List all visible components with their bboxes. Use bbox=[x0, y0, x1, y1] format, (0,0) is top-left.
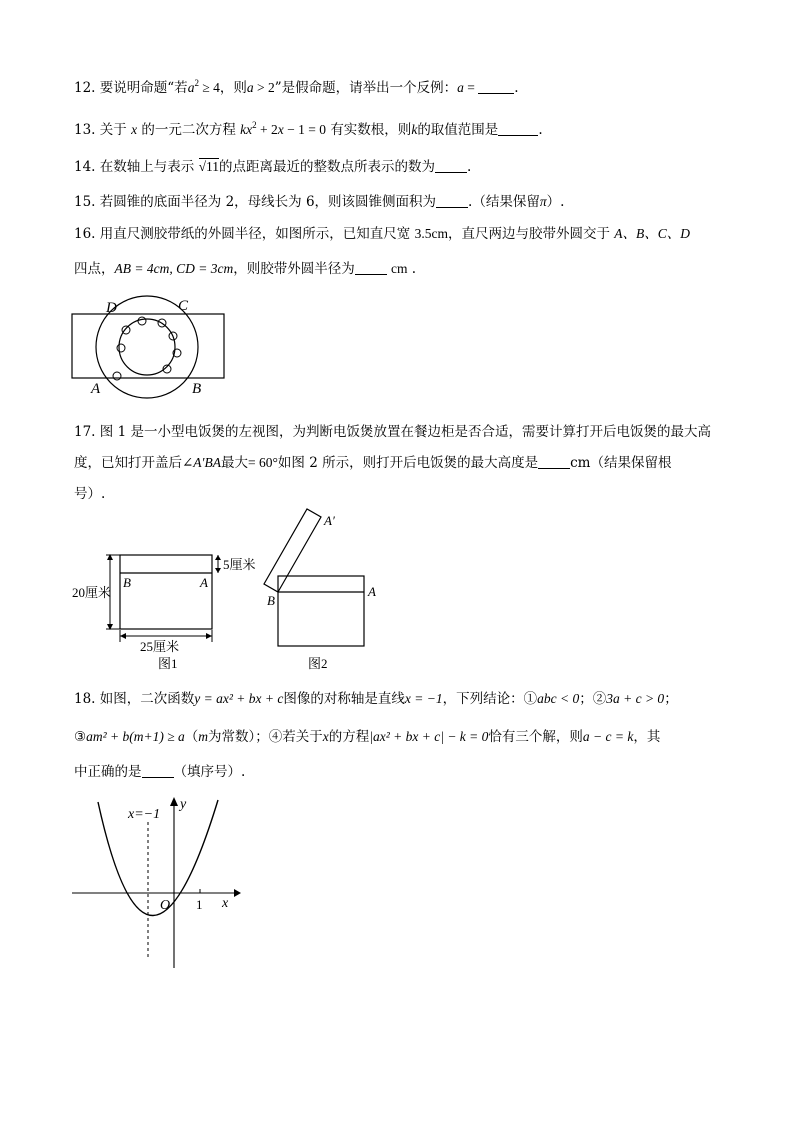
tick-1-label: 1 bbox=[196, 897, 203, 912]
question-16-line2: 四点，AB = 4cm, CD = 3cm，则胶带外圆半径为 cm . bbox=[74, 261, 417, 277]
rice-cooker-figure-2 bbox=[262, 504, 392, 674]
answer-blank[interactable] bbox=[355, 262, 387, 275]
question-18-line3: 中正确的是 （填序号）. bbox=[74, 764, 246, 780]
label-b: B bbox=[267, 593, 275, 608]
y-label: y bbox=[180, 797, 187, 812]
open-lid bbox=[264, 509, 321, 592]
question-18-line2: ③am² + b(m+1) ≥ a（m为常数）；④若关于x的方程|ax² + bx + c| − k = 0恰有三个解，则a − c = k，其 bbox=[74, 729, 661, 745]
answer-blank[interactable] bbox=[478, 81, 514, 94]
label-a: A bbox=[91, 381, 101, 397]
question-17-line2: 度，已知打开盖后∠A′BA最大= 60°如图 2 所示，则打开后电饭煲的最大高度是 cm（结果保留根 bbox=[74, 455, 672, 471]
caption-fig1: 图1 bbox=[158, 656, 178, 671]
cooker-body bbox=[278, 576, 364, 646]
question-13: 13. 关于 x 的一元二次方程 $kx^2 + 2x - 1 = 0$ 有实数根，则k的取值范围是 . bbox=[74, 120, 543, 138]
label-d: D bbox=[106, 300, 117, 316]
label-b: B bbox=[123, 575, 131, 590]
inner-circle bbox=[119, 319, 175, 375]
hole bbox=[113, 372, 121, 380]
answer-blank[interactable] bbox=[142, 765, 174, 778]
height-label: 20厘米 bbox=[72, 585, 112, 600]
label-a: A bbox=[200, 575, 208, 590]
parabola-graph bbox=[66, 792, 246, 974]
hole bbox=[117, 344, 125, 352]
label-a: A bbox=[368, 584, 376, 599]
question-14: 14. 在数轴上与表示 √11的点距离最近的整数点所表示的数为 . bbox=[74, 159, 472, 175]
width-label: 25厘米 bbox=[140, 639, 180, 654]
origin-label: O bbox=[160, 898, 171, 913]
answer-blank[interactable] bbox=[435, 160, 467, 173]
x-axis-arrow bbox=[234, 889, 241, 897]
answer-blank[interactable] bbox=[436, 195, 468, 208]
label-b: B bbox=[192, 381, 202, 397]
hole bbox=[122, 326, 130, 334]
question-12: 12. 要说明命题“若$a^2 \ge 4$，则a > 2”是假命题，请举出一个反例：a = . bbox=[74, 78, 519, 96]
hole bbox=[138, 317, 146, 325]
answer-blank[interactable] bbox=[498, 123, 538, 136]
question-17-line3: 号）. bbox=[74, 486, 106, 502]
question-18-line1: 18. 如图，二次函数y = ax² + bx + c图像的对称轴是直线x = −1，下列结论：①abc < 0；②3a + c > 0； bbox=[74, 691, 678, 707]
ruler-rect bbox=[72, 314, 224, 378]
y-axis-arrow bbox=[170, 797, 178, 806]
question-17-line1: 17. 图 1 是一小型电饭煲的左视图，为判断电饭煲放置在餐边柜是否合适，需要计算打开后电饭煲的最大高 bbox=[74, 424, 711, 440]
label-c: C bbox=[178, 298, 189, 314]
lid-label: 5厘米 bbox=[223, 557, 256, 572]
symmetry-label: x=−1 bbox=[128, 807, 161, 822]
question-15: 15. 若圆锥的底面半径为 2，母线长为 6，则该圆锥侧面积为 .（结果保留π）. bbox=[74, 194, 565, 210]
label-a-prime: A′ bbox=[324, 513, 335, 528]
tape-ruler-figure bbox=[66, 292, 236, 408]
caption-fig2: 图2 bbox=[308, 656, 328, 671]
cooker-body bbox=[120, 555, 212, 629]
rice-cooker-figure-1 bbox=[70, 550, 270, 672]
question-16-line1: 16. 用直尺测胶带纸的外圆半径，如图所示，已知直尺宽 3.5cm，直尺两边与胶带外圆交于 A、B、C、D bbox=[74, 226, 690, 242]
answer-blank[interactable] bbox=[538, 456, 570, 469]
x-label: x bbox=[222, 896, 229, 911]
